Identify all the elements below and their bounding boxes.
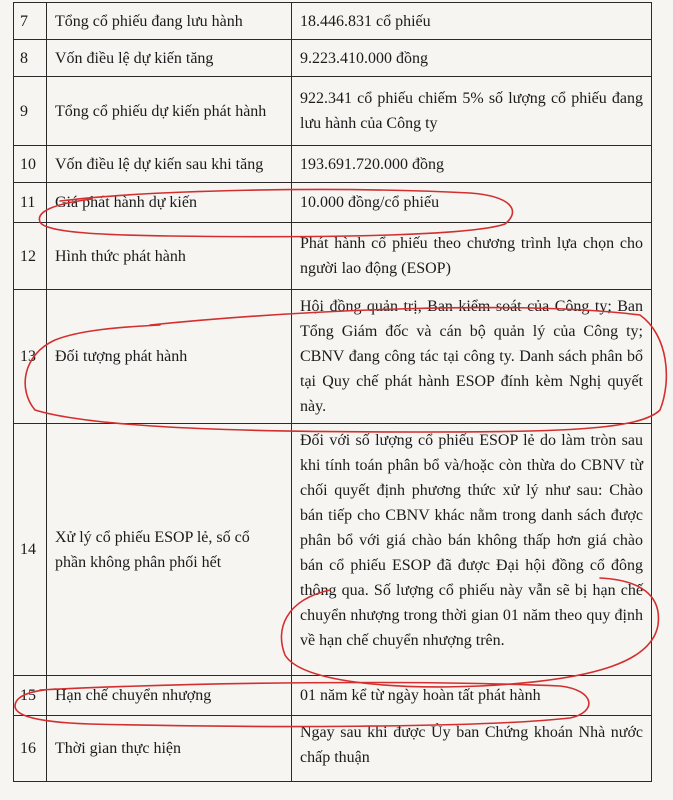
- row-value: 922.341 cổ phiếu chiếm 5% số lượng cổ phiếu đang lưu hành của Công ty: [292, 77, 652, 146]
- row-number: 15: [14, 676, 47, 716]
- table-row: [14, 183, 652, 223]
- table-row: [14, 290, 652, 424]
- row-number: 12: [14, 223, 47, 290]
- row-value: 18.446.831 cổ phiếu: [292, 3, 652, 40]
- row-number: 10: [14, 146, 47, 183]
- row-number: 11: [14, 183, 47, 223]
- row-label: Vốn điều lệ dự kiến sau khi tăng: [47, 146, 292, 183]
- row-label: Giá phát hành dự kiến: [47, 183, 292, 223]
- esop-resolution-table: [13, 2, 652, 782]
- row-value: Hội đồng quản trị, Ban kiểm soát của Công ty; Ban Tổng Giám đốc và cán bộ quản lý của Công ty; CBNV đang công tác tại công ty. Danh sách phân bổ tại Quy chế phát hành ESOP đính kèm Nghị quyết này.: [292, 290, 652, 424]
- row-label: Hạn chế chuyển nhượng: [47, 676, 292, 716]
- row-number: 16: [14, 716, 47, 782]
- table-row: [14, 716, 652, 782]
- row-label: Thời gian thực hiện: [47, 716, 292, 782]
- table-row: [14, 77, 652, 146]
- row-label: Tổng cổ phiếu đang lưu hành: [47, 3, 292, 40]
- row-label: Vốn điều lệ dự kiến tăng: [47, 40, 292, 77]
- row-value: Ngay sau khi được Ủy ban Chứng khoán Nhà nước chấp thuận: [292, 716, 652, 782]
- row-value: 10.000 đồng/cổ phiếu: [292, 183, 652, 223]
- row-number: 8: [14, 40, 47, 77]
- row-value: 193.691.720.000 đồng: [292, 146, 652, 183]
- row-number: 9: [14, 77, 47, 146]
- row-label: Đối tượng phát hành: [47, 290, 292, 424]
- row-value: 01 năm kể từ ngày hoàn tất phát hành: [292, 676, 652, 716]
- table-row: [14, 3, 652, 40]
- table-row: [14, 40, 652, 77]
- row-label: Hình thức phát hành: [47, 223, 292, 290]
- row-number: 14: [14, 424, 47, 676]
- row-number: 7: [14, 3, 47, 40]
- table-row: [14, 676, 652, 716]
- row-label: Xử lý cổ phiếu ESOP lẻ, số cổ phần không phân phối hết: [47, 424, 292, 676]
- table-row: [14, 223, 652, 290]
- row-value: Đối với số lượng cổ phiếu ESOP lẻ do làm tròn sau khi tính toán phân bổ và/hoặc còn thừa do CBNV từ chối quyết định phương thức xử lý như sau: Chào bán tiếp cho CBNV khác nằm trong danh sách được phân bổ với giá chào bán không thấp hơn giá chào bán cổ phiếu ESOP đã được Đại hội đồng cổ đông thông qua. Số lượng cổ phiếu này vẫn sẽ bị hạn chế chuyển nhượng trong thời gian 01 năm theo quy định về hạn chế chuyển nhượng trên.: [292, 424, 652, 676]
- row-number: 13: [14, 290, 47, 424]
- row-value: 9.223.410.000 đồng: [292, 40, 652, 77]
- row-value: Phát hành cổ phiếu theo chương trình lựa chọn cho người lao động (ESOP): [292, 223, 652, 290]
- table-row: [14, 146, 652, 183]
- table-row: [14, 424, 652, 676]
- row-label: Tổng cổ phiếu dự kiến phát hành: [47, 77, 292, 146]
